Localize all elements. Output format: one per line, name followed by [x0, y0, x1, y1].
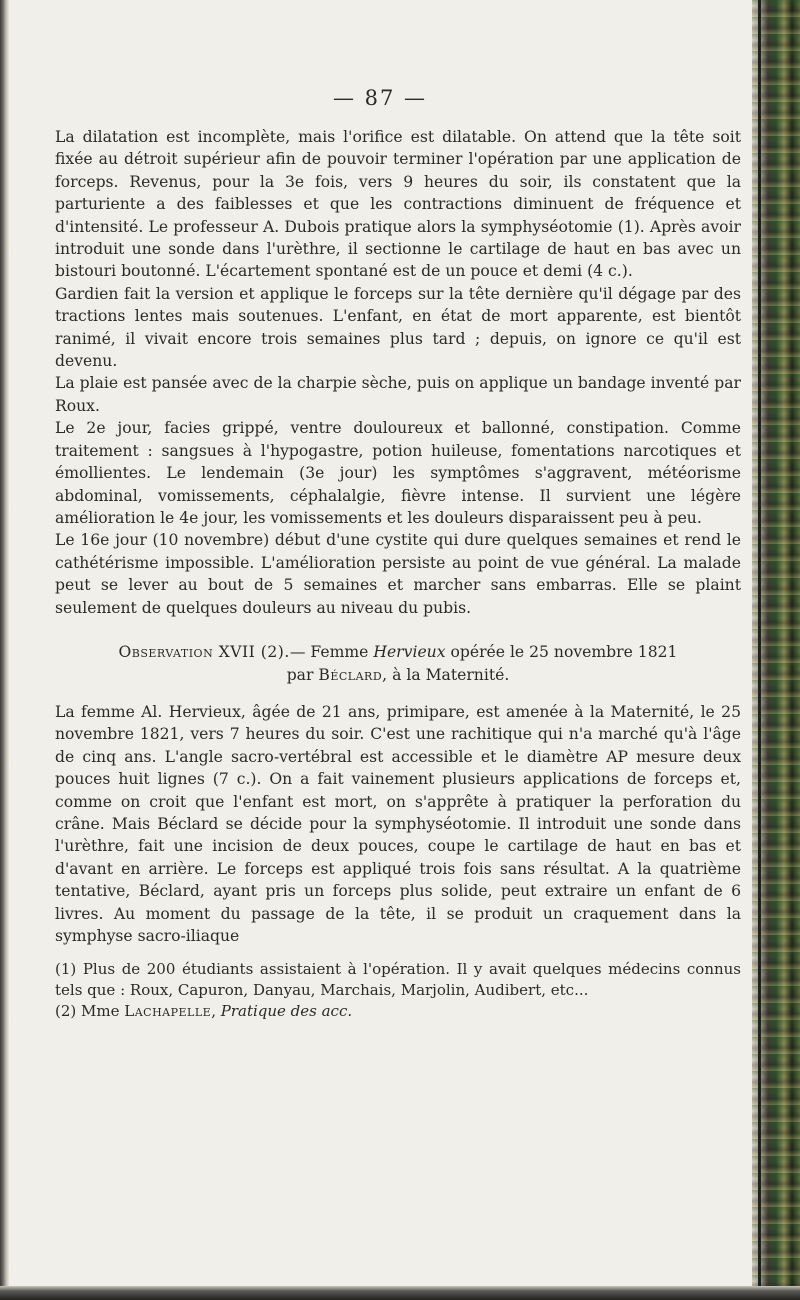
footnote-2-title: Pratique des acc.: [220, 1002, 353, 1021]
observation-text-c: par: [286, 665, 319, 684]
paragraph-pansement: La plaie est pansée avec de la charpie sèche, puis on applique un bandage inventé par Roux.: [55, 374, 741, 415]
footnote-1: (1) Plus de 200 étudiants assistaient à l'opération. Il y avait quelques médecins connus tels que : Roux, Capuron, Danyau, Marchais, Marjolin, Audibert, etc...: [55, 960, 741, 1000]
observation-heading: [55, 641, 741, 687]
page-bottom-edge: [0, 1286, 800, 1300]
spacer: [55, 619, 741, 641]
page-body: [55, 126, 741, 1022]
spacer: [55, 687, 741, 701]
patient-name: Hervieux: [373, 642, 446, 661]
surgeon-name: Béclard: [318, 665, 383, 684]
observation-text-b: opérée le 25 novembre 1821: [445, 642, 678, 661]
observation-label: Observation XVII (2).: [118, 642, 290, 661]
observation-body: La femme Al. Hervieux, âgée de 21 ans, primipare, est amenée à la Maternité, le 25 novembre 1821, vers 7 heures du soir. C'est une rachitique qui n'a marché qu'à l'âge de cinq ans. L'angle sacro-vertébral est accessible et le diamètre AP mesure deux pouces huit lignes (7 c.). On a fait vainement plusieurs applications de forceps et, comme on croit que l'enfant est mort, on s'apprête à pratiquer la perforation du crâne. Mais Béclard se décide pour la symphyséotomie. Il introduit une sonde dans l'urèthre, fait une incision de deux pouces, coupe le cartilage de haut en bas et d'avant en arrière. Le forceps est appliqué trois fois sans résultat. A la quatrième tentative, Béclard, ayant pris un forceps plus solide, peut extraire un enfant de 6 livres. Au moment du passage de la tête, il se produit un craquement dans la symphyse sacro-iliaque: [55, 702, 741, 945]
page-number: — 87 —: [332, 86, 428, 110]
observation-text-a: — Femme: [289, 642, 374, 661]
footnote-2-prefix: (2) Mme: [55, 1002, 125, 1021]
paragraph-second-day: Le 2e jour, facies grippé, ventre douloureux et ballonné, constipation. Comme traitement : sangsues à l'hypogastre, potion huileuse, fomentations narcotiques et émollientes. Le lendemain (3e jour) les symptômes s'aggravent, météorisme abdominal, vomissements, céphalalgie, fièvre intense. Il survient une légère amélioration le 4e jour, les vomissements et les douleurs disparaissent peu à peu.: [55, 419, 741, 527]
spacer: [55, 947, 741, 959]
footnote-2: [55, 1001, 741, 1022]
paragraph-sixteenth-day: Le 16e jour (10 novembre) début d'une cystite qui dure quelques semaines et rend le cathétérisme impossible. L'amélioration persiste au point de vue général. La malade peut se lever au bout de 5 semaines et marcher sans embarras. Elle se plaint seulement de quelques douleurs au niveau du pubis.: [55, 531, 741, 617]
binding-shadow-line: [758, 0, 761, 1300]
footnote-2-separator: ,: [211, 1002, 221, 1021]
footnote-2-author: Lachapelle: [124, 1002, 212, 1021]
paragraph-dilatation: La dilatation est incomplète, mais l'orifice est dilatable. On attend que la tête soit fixée au détroit supérieur afin de pouvoir terminer l'opération par une application de forceps. Revenus, pour la 3e fois, vers 9 heures du soir, ils constatent que la parturiente a des faiblesses et que les contractions diminuent de fréquence et d'intensité. Le professeur A. Dubois pratique alors la symphyséotomie (1). Après avoir introduit une sonde dans l'urèthre, il sectionne le cartilage de haut en bas avec un bistouri boutonné. L'écartement spontané est de un pouce et demi (4 c.).: [55, 128, 741, 281]
paragraph-version: Gardien fait la version et applique le forceps sur la tête dernière qu'il dégage par des tractions lentes mais soutenues. L'enfant, en état de mort apparente, est bientôt ranimé, il vivait encore trois semaines plus tard ; depuis, on ignore ce qu'il est devenu.: [55, 284, 741, 371]
page-left-edge: [0, 0, 9, 1300]
observation-text-d: , à la Maternité.: [382, 665, 510, 684]
